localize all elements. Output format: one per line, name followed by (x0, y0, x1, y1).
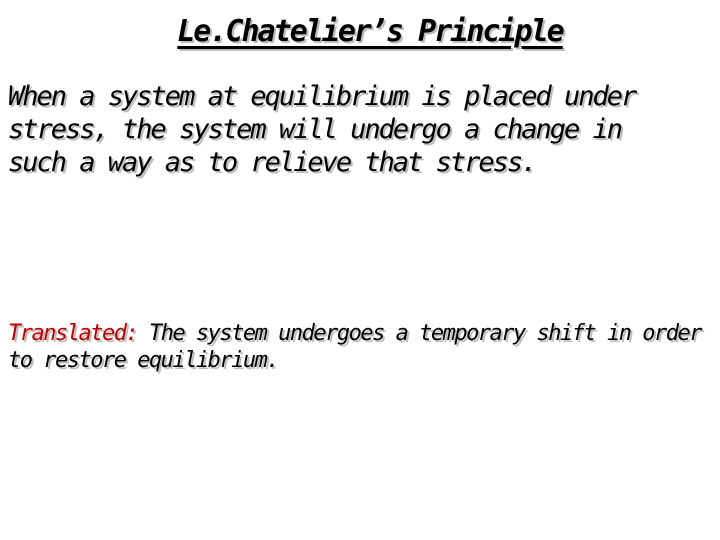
slide-title: Le.Chatelier’s Principle (177, 14, 563, 49)
translated-label: Translated: (8, 321, 138, 346)
principle-definition: When a system at equilibrium is placed under stress, the system will undergo a change in such a way as to relieve that stress. (8, 81, 636, 178)
translated-paragraph (8, 320, 718, 374)
translated-text: The system undergoes a temporary shift in order to restore equilibrium. (8, 321, 701, 373)
